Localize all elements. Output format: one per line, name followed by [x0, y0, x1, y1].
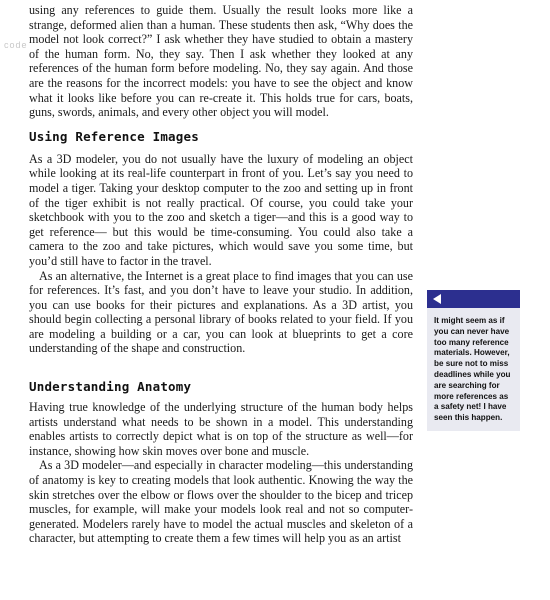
reference-paragraph-1: As a 3D modeler, you do not usually have the luxury of modeling an object while looking at its real-life counterpart in front of you. Let’s say you need to model a tiger. Taking your desktop computer to the zoo and setting up in front of the tiger exhibit is not really practical. Of course, you could take your sketchbook with you to the zoo and sketch a tiger—and this is a good way to get reference— but this would be time-consuming. You could also take a camera to the zoo and take pictures, which would save you some time, but you’d still have to factor in the travel.	[29, 151, 413, 268]
sidebar-note	[427, 290, 520, 431]
intro-paragraph: using any references to guide them. Usually the result looks more like a strange, deformed alien than a human. These students then ask, “Why does the model not look correct?” I ask whether they have studied to obtain a mastery of the human form. No, they say. Then I ask whether they looked at any references of the human form before modeling. No, they say again. And those are the reasons for the incorrect models: you have to see the object and know what it looks like before you can re-create it. This holds true for cars, boats, guns, swords, animals, and every other object you will model.	[29, 3, 413, 120]
section-heading-anatomy: Understanding Anatomy	[29, 379, 192, 395]
reference-paragraph-2: As an alternative, the Internet is a great place to find images that you can use for references. It’s fast, and you don’t have to leave your studio. In addition, you can use books for their pictures and explanations. As a 3D artist, you should begin collecting a personal library of books related to your field. If you are modeling a building or a car, you can look at blueprints to get a core understanding of the shape and construction.	[29, 268, 413, 356]
anatomy-paragraph-2: As a 3D modeler—and especially in character modeling—this understanding of anatomy is key to creating models that look authentic. Knowing the way the skin stretches over the elbow or flows over the shoulder to the bicep and tricep muscles, for example, will make your models look real and not so computer-generated. Modelers rarely have to model the actual muscles and skeleton of a character, but attempting to create them a few times will help you as an artist	[29, 458, 413, 546]
section-heading-reference-images: Using Reference Images	[29, 128, 199, 144]
sidebar-note-header	[427, 290, 520, 308]
arrow-left-icon	[433, 294, 441, 304]
watermark: code	[4, 40, 28, 50]
main-column	[29, 3, 413, 546]
anatomy-paragraph-1: Having true knowledge of the underlying structure of the human body helps artists understand what needs to be shown in a model. This understanding enables artists to correctly depict what is on top of the structure as well—for instance, showing how skin moves over bone and muscle.	[29, 400, 413, 458]
sidebar-note-text: It might seem as if you can never have too many reference materials. However, be sure not to miss deadlines while you are searching for more references as a safety net! I have seen this happen.	[434, 316, 511, 423]
